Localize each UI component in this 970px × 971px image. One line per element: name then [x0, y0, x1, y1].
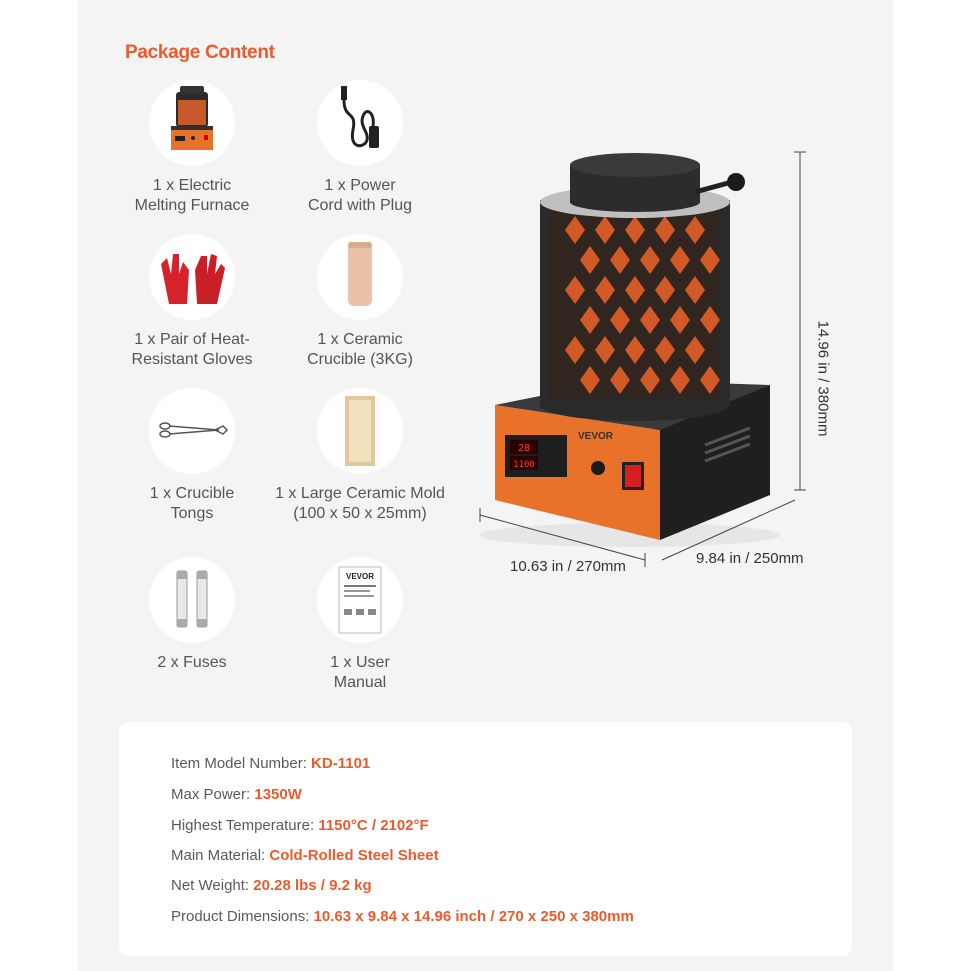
- mold-icon: [317, 388, 403, 474]
- display-bottom: 1100: [513, 460, 535, 470]
- spec-weight: Net Weight: 20.28 lbs / 9.2 kg: [171, 877, 372, 894]
- item-tongs: 1 x Crucible Tongs: [87, 388, 297, 524]
- crucible-icon: [317, 234, 403, 320]
- display-top: 28: [517, 443, 531, 454]
- spec-material: Main Material: Cold-Rolled Steel Sheet: [171, 847, 439, 864]
- brand-logo: VEVOR: [578, 431, 614, 442]
- dimension-height: 14.96 in / 380mm: [814, 320, 832, 437]
- specs-card: [119, 722, 852, 956]
- power-cord-icon: [317, 80, 403, 166]
- item-power-cord: 1 x Power Cord with Plug: [255, 80, 465, 216]
- item-gloves: 1 x Pair of Heat- Resistant Gloves: [87, 234, 297, 370]
- dimension-width: 10.63 in / 270mm: [510, 558, 626, 575]
- spec-dimensions: Product Dimensions: 10.63 x 9.84 x 14.96 inch / 270 x 250 x 380mm: [171, 908, 634, 925]
- gloves-icon: [149, 234, 235, 320]
- spec-model: Item Model Number: KD-1101: [171, 755, 371, 772]
- dimension-lines: [470, 140, 830, 580]
- item-crucible: 1 x Ceramic Crucible (3KG): [255, 234, 465, 370]
- tongs-icon: [149, 388, 235, 474]
- item-electric-furnace: 1 x Electric Melting Furnace: [87, 80, 297, 216]
- furnace-icon: [149, 80, 235, 166]
- svg-text:VEVOR: VEVOR: [345, 572, 375, 581]
- spec-power: Max Power: 1350W: [171, 786, 302, 803]
- item-mold: 1 x Large Ceramic Mold (100 x 50 x 25mm): [255, 388, 465, 524]
- item-manual: VEVOR 1 x User Manual: [255, 557, 465, 693]
- manual-icon: [317, 557, 403, 643]
- fuses-icon: [149, 557, 235, 643]
- dimension-depth: 9.84 in / 250mm: [696, 550, 804, 567]
- spec-temperature: Highest Temperature: 1150°C / 2102°F: [171, 817, 429, 834]
- item-fuses: 2 x Fuses: [87, 557, 297, 673]
- package-content-title: Package Content: [125, 42, 275, 63]
